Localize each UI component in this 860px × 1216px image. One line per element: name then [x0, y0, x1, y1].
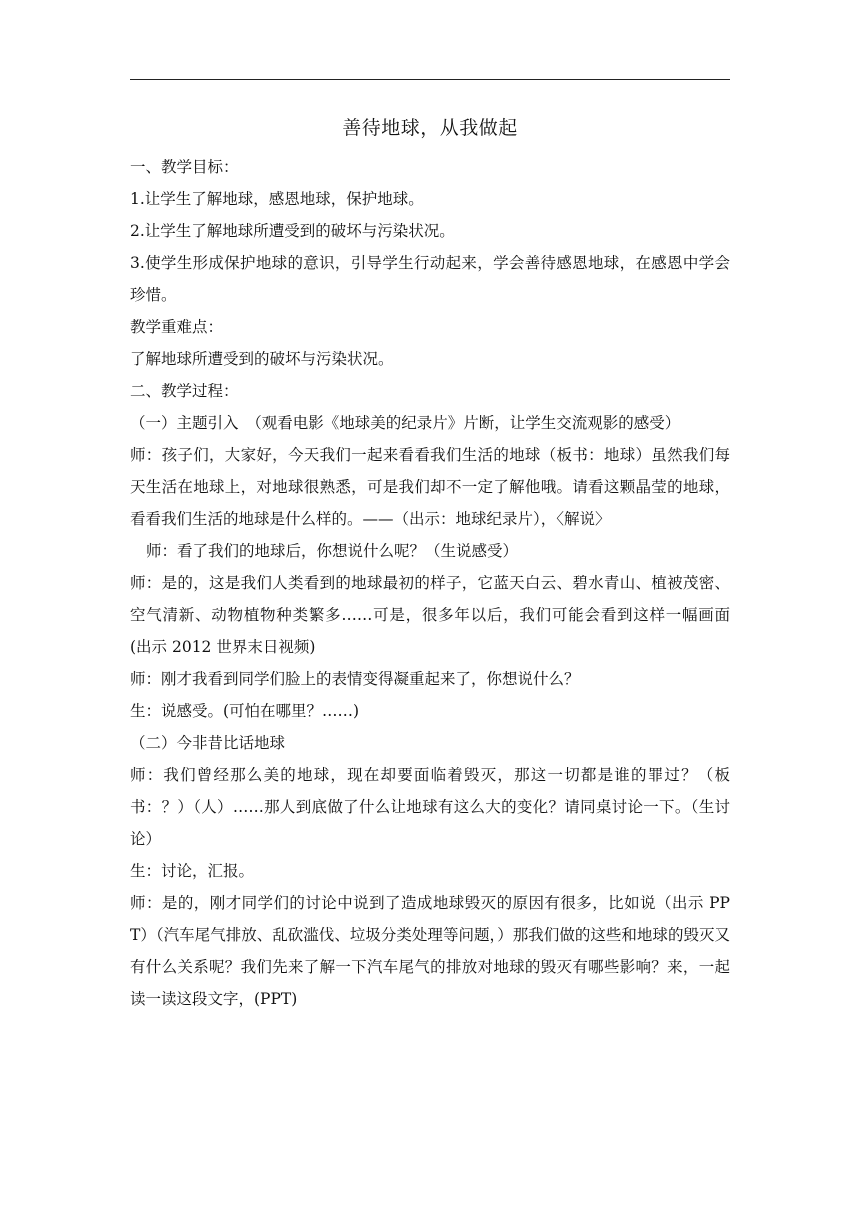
dialogue-paragraph: 师：刚才我看到同学们脸上的表情变得凝重起来了，你想说什么？: [130, 670, 580, 688]
section-heading-objectives: 一、教学目标：: [130, 158, 239, 176]
objective-3: 3.使学生形成保护地球的意识，引导学生行动起来，学会善待感恩地球，在感恩中学会珍惜。: [130, 254, 730, 304]
document-body: [130, 151, 746, 1015]
key-points-heading: 教学重难点：: [130, 318, 224, 336]
subsection-intro: （一）主题引入 （观看电影《地球美的纪录片》片断，让学生交流观影的感受）: [130, 414, 681, 432]
dialogue-paragraph: 师：孩子们，大家好，今天我们一起来看看我们生活的地球（板书：地球）虽然我们每天生活在地球上，对地球很熟悉，可是我们却不一定了解他哦。请看这颗晶莹的地球，看看我们生活的地球是什么样的。——（出示：地球纪录片），〈解说〉: [130, 446, 730, 528]
dialogue-paragraph: 师：是的，刚才同学们的讨论中说到了造成地球毁灭的原因有很多，比如说（出示 PPT）（汽车尾气排放、乱砍滥伐、垃圾分类处理等问题，）那我们做的这些和地球的毁灭又有什么关系呢？我们先来了解一下汽车尾气的排放对地球的毁灭有哪些影响？来，一起读一读这段文字，(PPT): [130, 894, 730, 1008]
dialogue-paragraph: 生：讨论，汇报。: [130, 862, 255, 880]
dialogue-paragraph: 生：说感受。(可怕在哪里？……): [130, 702, 360, 720]
dialogue-paragraph: 师：看了我们的地球后，你想说什么呢？（生说感受）: [146, 542, 519, 560]
key-points-text: 了解地球所遭受到的破坏与污染状况。: [130, 350, 394, 368]
document-title: 善待地球，从我做起: [342, 117, 518, 139]
dialogue-paragraph: 师：我们曾经那么美的地球，现在却要面临着毁灭，那这一切都是谁的罪过？（板书：？）（人）……那人到底做了什么让地球有这么大的变化？请同桌讨论一下。（生讨论）: [130, 766, 730, 848]
dialogue-paragraph: 师：是的，这是我们人类看到的地球最初的样子，它蓝天白云、碧水青山、植被茂密、空气清新、动物植物种类繁多……可是，很多年以后，我们可能会看到这样一幅画面 (出示 2012 世界末日视频): [130, 574, 746, 656]
subsection-comparison: （二）今非昔比话地球: [130, 734, 286, 752]
objective-2: 2.让学生了解地球所遭受到的破坏与污染状况。: [130, 222, 455, 240]
objective-1: 1.让学生了解地球，感恩地球，保护地球。: [130, 190, 424, 208]
header-rule: [130, 79, 730, 80]
section-heading-process: 二、教学过程：: [130, 382, 239, 400]
